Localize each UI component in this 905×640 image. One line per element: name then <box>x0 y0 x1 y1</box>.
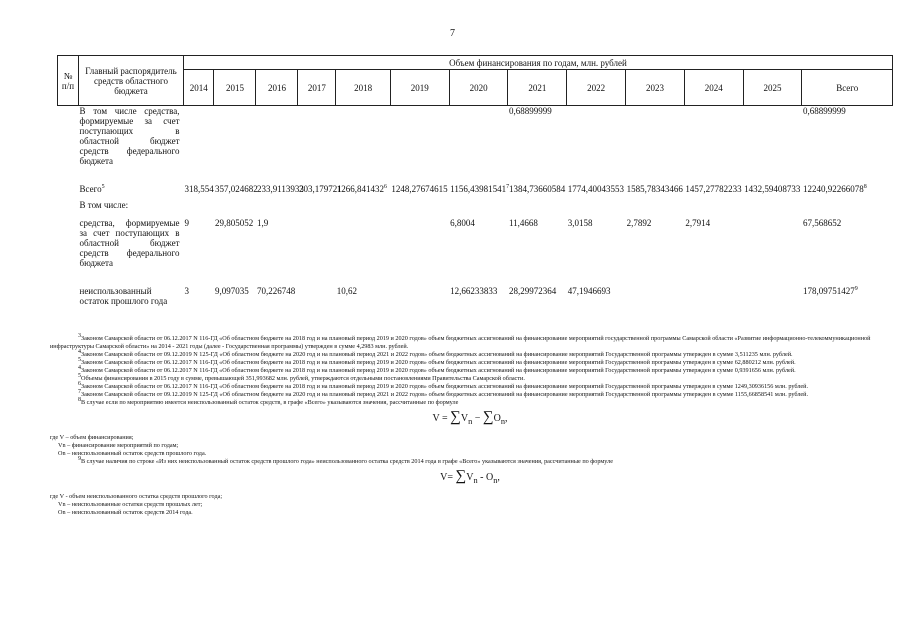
value-cell <box>684 106 743 178</box>
value-cell <box>298 106 336 178</box>
value-cell <box>626 286 685 312</box>
footnote-6: Законом Самарской области от 06.12.2017 N 116-ГД «Об областном бюджете на 2018 год и на плановый период 2019 и 2020 годов» объем бюджетных ассигнований на финансирование мероприятий Государственной программы утвержден в сумме 1249,30936156 млн. рублей. <box>81 383 809 390</box>
value-cell: 3,0158 <box>567 217 593 228</box>
table-row <box>58 106 893 178</box>
value-cell <box>390 106 449 178</box>
table-row <box>58 178 893 200</box>
header-year-9: 2023 <box>626 70 685 106</box>
value-cell: 1457,27782233 <box>685 183 742 194</box>
value-cell: 1,9 <box>256 217 269 228</box>
footnote-5: Объемы финансирования в 2015 году в сумме, превышающей 351,993682 млн. рублей, утверждаются отдельными постановлениями Правительства Самарской области. <box>81 375 525 382</box>
value-cell <box>743 218 802 286</box>
value-cell: 70,226748 <box>256 285 296 296</box>
header-year-5: 2019 <box>390 70 449 106</box>
header-financing-group: Объем финансирования по годам, млн. рублей <box>184 56 893 70</box>
value-cell <box>214 200 256 218</box>
header-year-7: 2021 <box>508 70 567 106</box>
value-cell: 28,29972364 <box>508 285 557 296</box>
header-year-1: 2015 <box>214 70 256 106</box>
value-cell <box>298 218 336 286</box>
formula-unused-balance: $V= \sum V_n - O_n$, <box>440 468 500 485</box>
footnote-3: Законом Самарской области от 06.12.2017 N 116-ГД «Об областном бюджете на 2018 год и на плановый период 2019 и 2020 годов» объем бюджетных ассигнований на финансирование мероприятий государственной программы Самарской области «Развитие информационно-телекоммуникационной инфраструктуры Самарской области» на 2014 - 2021 годы (далее - Государственная программы) утвержден в сумме 4,2983 млн. рублей. <box>50 335 871 350</box>
value-cell <box>298 200 336 218</box>
header-year-10: 2024 <box>684 70 743 106</box>
table-row <box>58 286 893 312</box>
value-cell <box>390 200 449 218</box>
value-cell <box>298 286 336 312</box>
value-cell <box>390 218 449 286</box>
value-cell <box>684 200 743 218</box>
value-cell: 318,554 <box>184 183 214 194</box>
value-cell: 203,179721 <box>298 183 342 194</box>
value-cell: 1248,27674615 <box>391 183 448 194</box>
header-year-2: 2016 <box>256 70 298 106</box>
value-cell: 2,7892 <box>626 217 652 228</box>
table-row <box>58 218 893 286</box>
total-cell <box>802 200 893 218</box>
header-year-12: Всего <box>802 70 893 106</box>
value-cell <box>684 286 743 312</box>
header-distributor: Главный распорядитель средств областного бюджета <box>79 56 184 106</box>
value-cell <box>336 200 391 218</box>
value-cell: 9 <box>184 217 190 228</box>
value-cell: 2,7914 <box>685 217 711 228</box>
header-number: № п/п <box>58 56 79 106</box>
where-on-1: On – неиспользованный остаток средств прошлого года. <box>58 450 207 457</box>
value-cell <box>449 200 508 218</box>
value-cell: 1266,841432$^6$ <box>336 183 388 194</box>
value-cell <box>184 200 214 218</box>
header-year-4: 2018 <box>336 70 391 106</box>
row-number-cell <box>58 218 79 286</box>
value-cell: 233,9113933 <box>256 183 304 194</box>
value-cell: 9,097035 <box>214 285 249 296</box>
row-number-cell <box>58 286 79 312</box>
value-cell <box>336 218 391 286</box>
row-label: В том числе: <box>79 199 129 210</box>
footnotes: $^3$Законом Самарской области от 06.12.2017 N 116-ГД «Об областном бюджете на 2018 год и на плановый период 2019 и 2020 годов» объем бюджетных ассигнований на финансирование мероприятий государственной программы Самарской области «Развитие информационно-телекоммуникационной инфраструктуры Самарской области» на 2014 - 2021 годы (далее - Государственная программы) утвержден в сумме 4,2983 млн. рублей. $^4$Законом Самарской области от 09.12.2019 N 125-ГД «Об областном бюджете на 2020 год и на плановый период 2021 и 2022 годов» объем бюджетных ассигнований на финансирование мероприятий Государственной программы утвержден в сумме 3,511235 млн. рублей. $^5$Законом Самарской области от 06.12.2017 N 116-ГД «Об областном бюджете на 2018 год и на плановый период 2019 и 2020 годов» объем бюджетных ассигнований на финансирование мероприятий Государственной программы утвержден в сумме 62,880212 млн. рублей. $^4$Законом Самарской области от 06.12.2017 N 116-ГД «Об областном бюджете на 2018 год и на плановый период 2019 и 2020 годов» объем бюджетных ассигнований на финансирование мероприятий Государственной программы утвержден в сумме 0,9391656 млн. рублей. $^5$Объемы финансирования в 2015 году в сумме, превышающей 351,993682 млн. рублей, утверждаются отдельными постановлениями Правительства Самарской области. $^6$Законом Самарской области от 06.12.2017 N 116-ГД «Об областном бюджете на 2018 год и на плановый период 2019 и 2020 годов» объем бюджетных ассигнований на финансирование мероприятий Государственной программы утвержден в сумме 1249,30936156 млн. рублей. $^7$Законом Самарской области от 09.12.2019 N 125-ГД «Об областном бюджете на 2020 год и на плановый период 2021 и 2022 годов» объем бюджетных ассигнований на финансирование мероприятий Государственной программы утвержден в сумме 1155,66858541 млн. рублей. $^8$В случае если по мероприятию имеется неиспользованный остаток средств, в графе «Всего» указываются значения, рассчитанные по формуле $V = \sum V_n - \sum O_n$, где V – объем финансирования; Vn – финансирование мероприятий по годам; On – неиспользованный остаток средств прошлого года. $^9$В случае наличия по строке «Из них неиспользованный остаток средств прошлого года» неиспользованного остатка средств 2014 года в графе «Всего» указываются значения, рассчитанные по формуле $V= \sum V_n - O_n$, где V - объем неиспользованного остатка средств прошлого года; Vn – неиспользованные остатки средств прошлых лет; On – неиспользованный остаток средств 2014 года. <box>50 335 890 517</box>
header-year-8: 2022 <box>567 70 626 106</box>
row-label: средства, формируемые за счет поступающих в областной бюджет средств федерального бюджета <box>79 217 180 268</box>
value-cell: 357,024682 <box>214 183 258 194</box>
value-cell: 1156,43981541$^7$ <box>450 183 510 194</box>
footnote-8: В случае если по мероприятию имеется неиспользованный остаток средств, в графе «Всего» указываются значения, рассчитанные по формуле <box>81 399 459 406</box>
page-number: 7 <box>450 28 455 39</box>
value-cell <box>336 106 391 178</box>
value-cell <box>743 200 802 218</box>
row-label: Всего$^5$ <box>79 183 105 194</box>
value-cell <box>626 106 685 178</box>
value-cell: 1432,59408733 <box>744 183 801 194</box>
value-cell: 10,62 <box>336 285 358 296</box>
footnote-4: Законом Самарской области от 09.12.2019 N 125-ГД «Об областном бюджете на 2020 год и на плановый период 2021 и 2022 годов» объем бюджетных ассигнований на финансирование мероприятий Государственной программы утвержден в сумме 3,511235 млн. рублей. <box>81 351 793 358</box>
where-v-1: где V – объем финансирования; <box>50 434 134 441</box>
total-cell: 12240,92266078$^8$ <box>802 183 867 194</box>
total-cell: 67,568652 <box>802 217 842 228</box>
value-cell <box>214 106 256 178</box>
value-cell: 6,8004 <box>450 217 475 228</box>
formula-total: $V = \sum V_n - \sum O_n$, <box>432 409 508 426</box>
value-cell: 3 <box>184 285 190 296</box>
value-cell <box>256 106 298 178</box>
footnote-9: В случае наличия по строке «Из них неиспользованный остаток средств прошлого года» неиспользованного остатка средств 2014 года в графе «Всего» указываются значения, рассчитанные по формуле <box>81 458 613 465</box>
total-cell: 178,09751427$^9$ <box>802 285 858 296</box>
value-cell <box>508 200 567 218</box>
value-cell: 1384,73660584 <box>508 183 566 194</box>
footnote-7: Законом Самарской области от 09.12.2019 N 125-ГД «Об областном бюджете на 2020 год и на плановый период 2021 и 2022 годов» объем бюджетных ассигнований на финансирование мероприятий Государственной программы утвержден в сумме 1155,66858541 млн. рублей. <box>81 391 809 398</box>
value-cell: 29,805052 <box>214 217 254 228</box>
table-row <box>58 200 893 218</box>
row-number-cell <box>58 178 79 200</box>
total-cell: 0,68899999 <box>802 106 846 116</box>
value-cell: 11,4668 <box>508 217 538 228</box>
value-cell <box>567 200 626 218</box>
value-cell <box>743 286 802 312</box>
where-v-2: где V - объем неиспользованного остатка средств прошлого года; <box>50 493 223 500</box>
value-cell: 1774,40043553 <box>567 183 625 194</box>
header-year-11: 2025 <box>743 70 802 106</box>
header-year-0: 2014 <box>184 70 214 106</box>
where-on-2: On – неиспользованный остаток средств 2014 года. <box>58 509 193 516</box>
header-year-3: 2017 <box>298 70 336 106</box>
value-cell: 12,66233833 <box>450 285 498 296</box>
footnote-4b: Законом Самарской области от 06.12.2017 N 116-ГД «Об областном бюджете на 2018 год и на плановый период 2019 и 2020 годов» объем бюджетных ассигнований на финансирование мероприятий Государственной программы утвержден в сумме 62,880212 млн. рублей. <box>81 359 796 366</box>
value-cell <box>449 106 508 178</box>
value-cell: 47,1946693 <box>567 285 611 296</box>
where-vn-2: Vn – неиспользованные остатки средств прошлых лет; <box>58 501 203 508</box>
row-number-cell <box>58 106 79 178</box>
value-cell <box>390 286 449 312</box>
value-cell <box>626 200 685 218</box>
header-year-6: 2020 <box>449 70 508 106</box>
value-cell <box>743 106 802 178</box>
row-number-cell <box>58 200 79 218</box>
value-cell <box>567 106 626 178</box>
value-cell <box>256 200 298 218</box>
value-cell: 0,68899999 <box>508 106 552 116</box>
value-cell: 1585,78343466 <box>626 183 683 194</box>
row-label: В том числе средства, формируемые за счет поступающих в областной бюджет средств федерального бюджета <box>79 106 180 166</box>
row-label: неиспользованный остаток прошлого года <box>79 285 168 306</box>
financing-table <box>57 55 893 312</box>
footnote-4c: Законом Самарской области от 06.12.2017 N 116-ГД «Об областном бюджете на 2018 год и на плановый период 2019 и 2020 годов» объем бюджетных ассигнований на финансирование мероприятий Государственной программы утвержден в сумме 0,9391656 млн. рублей. <box>81 367 796 374</box>
value-cell <box>184 106 214 178</box>
where-vn-1: Vn – финансирование мероприятий по годам; <box>58 442 179 449</box>
